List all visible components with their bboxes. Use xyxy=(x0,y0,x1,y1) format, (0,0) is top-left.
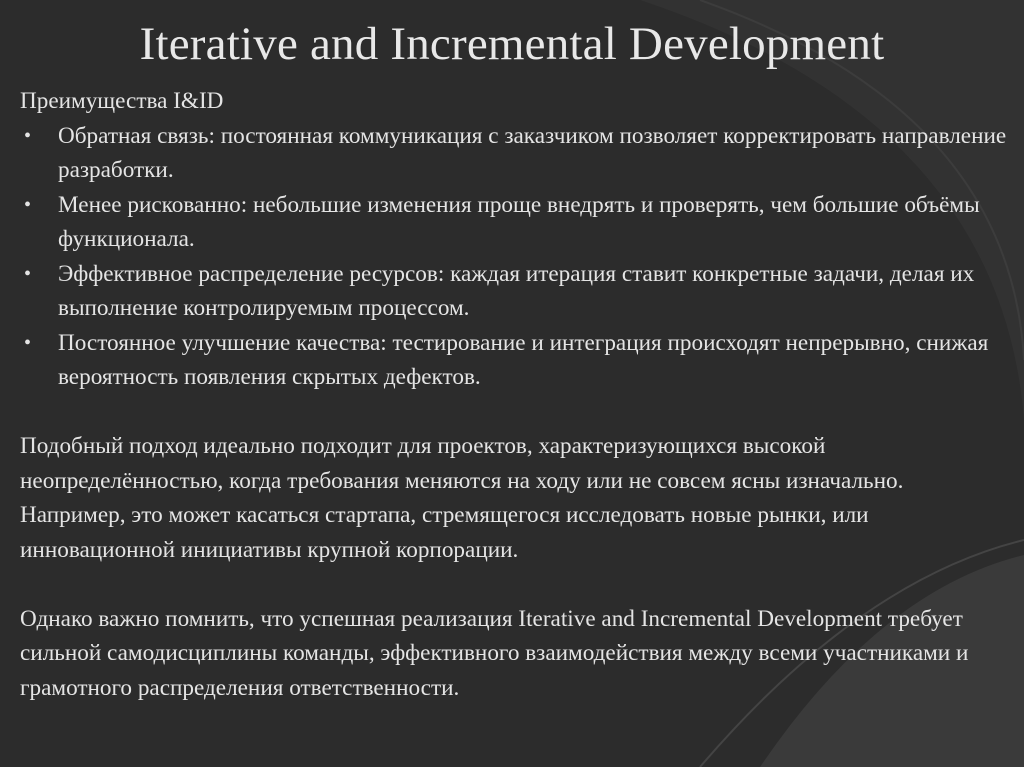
subheading: Преимущества I&ID xyxy=(20,88,224,114)
list-item xyxy=(20,119,1010,188)
bullet-icon: • xyxy=(24,193,32,216)
bullet-icon: • xyxy=(24,262,32,285)
advantages-list xyxy=(20,119,1010,395)
slide-title: Iterative and Incremental Development xyxy=(139,18,885,70)
spacer xyxy=(20,567,1010,602)
bullet-icon: • xyxy=(24,124,32,147)
list-item xyxy=(20,326,1010,395)
list-item xyxy=(20,257,1010,326)
bullet-icon: • xyxy=(24,331,32,354)
list-item-text: Постоянное улучшение качества: тестирование и интеграция происходят непрерывно, снижая вероятность появления скрытых дефектов. xyxy=(58,329,989,390)
slide-content xyxy=(20,84,1010,705)
paragraph-use-cases: Подобный подход идеально подходит для проектов, характеризующихся высокой неопределённостью, когда требования меняются на ходу или не совсем ясны изначально. Например, это может касаться стартапа, стремящегося исследовать новые рынки, или инновационной инициативы крупной корпорации. xyxy=(20,433,904,563)
spacer xyxy=(20,395,1010,430)
list-item-text: Эффективное распределение ресурсов: каждая итерация ставит конкретные задачи, делая их выполнение контролируемым процессом. xyxy=(58,260,975,321)
paragraph-conclusion: Однако важно помнить, что успешная реализация Iterative and Incremental Development требует сильной самодисциплины команды, эффективного взаимодействия между всеми участниками и грамотного распределения ответственности. xyxy=(20,605,969,701)
list-item xyxy=(20,188,1010,257)
list-item-text: Менее рискованно: небольшие изменения проще внедрять и проверять, чем большие объёмы функционала. xyxy=(58,191,980,252)
list-item-text: Обратная связь: постоянная коммуникация с заказчиком позволяет корректировать направление разработки. xyxy=(58,122,1007,183)
